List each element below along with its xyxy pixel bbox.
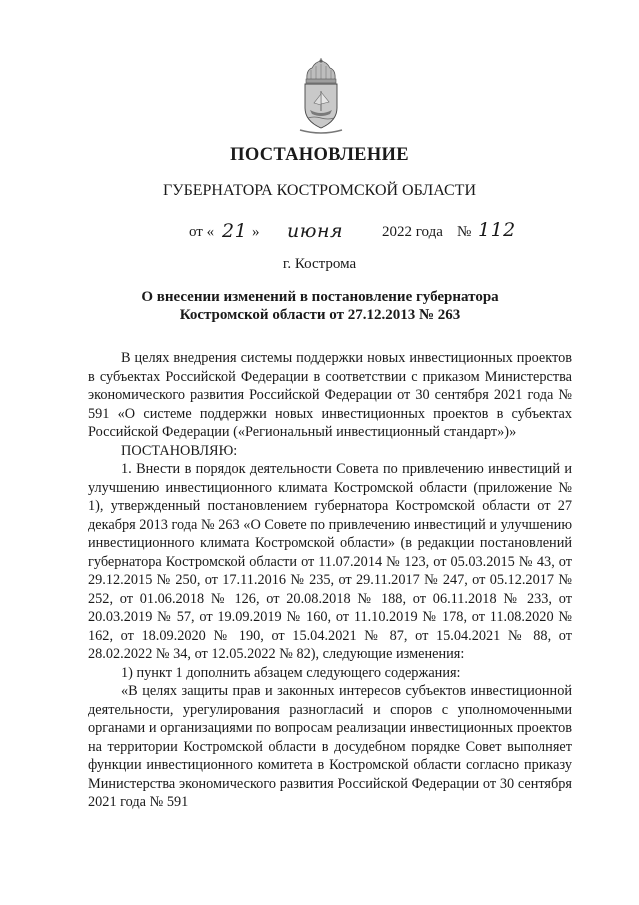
kostroma-coat-of-arms-icon [296, 58, 346, 134]
paragraph-quote: «В целях защиты прав и законных интересов субъектов инвестиционной деятельности, урегулирования разногласий и споров с уполномоченными органами и организациями по вопросам реализации инвестиционных проектов на территории Костромской области в досудебном порядке Совет выполняет функции инвестиционного комитета в Костромской области согласно приказу Министерства экономического развития Российской Федерации от 30 сентября 2021 года № 591 [88, 683, 572, 810]
date-month: июня [287, 220, 344, 242]
number-sign: № [457, 224, 472, 240]
document-title: ПОСТАНОВЛЕНИЕ [230, 145, 409, 165]
document-body [88, 349, 572, 812]
date-day: 21 [222, 220, 248, 242]
heading-line-1: О внесении изменений в постановление губернатора [141, 289, 499, 305]
issuer-name: ГУБЕРНАТОРА КОСТРОМСКОЙ ОБЛАСТИ [162, 182, 476, 199]
paragraph-preamble: В целях внедрения системы поддержки новых инвестиционных проектов в субъектах Российской Федерации в соответствии с приказом Министерства экономического развития Российской Федерации от 30 сентября 2021 года № 591 «О системе поддержки новых инвестиционных проектов в субъектах Российской Федерации («Региональный инвестиционный стандарт»)» [88, 350, 572, 440]
date-year: 2022 года [382, 224, 443, 240]
heading-line-2: Костромской области от 27.12.2013 № 263 [179, 307, 461, 323]
document-number: 112 [478, 219, 516, 241]
date-close-quote: » [252, 224, 260, 240]
city: г. Кострома [282, 256, 357, 272]
paragraph-resolve: ПОСТАНОВЛЯЮ: [121, 442, 238, 459]
date-prefix: от « [189, 224, 215, 240]
date-line [0, 219, 639, 246]
paragraph-subitem-1: 1) пункт 1 дополнить абзацем следующего содержания: [121, 664, 461, 681]
paragraph-item-1: 1. Внести в порядок деятельности Совета по привлечению инвестиций и улучшению инвестиционного климата Костромской области (приложение № 1), утвержденный постановлением губернатора Костромской области от 27 декабря 2013 года № 263 «О Совете по привлечению инвестиций и улучшению инвестиционного климата Костромской области» (в редакции постановлений губернатора Костромской области от 11.07.2014 № 123, от 05.03.2015 № 43, от 29.12.2015 № 250, от 17.11.2016 № 235, от 29.11.2017 № 247, от 05.12.2017 № 252, от 01.06.2018 № 126, от 20.08.2018 № 188, от 06.11.2018 № 233, от 20.03.2019 № 57, от 19.09.2019 № 160, от 11.10.2019 № 178, от 11.08.2020 № 162, от 18.09.2020 № 190, от 15.04.2021 № 87, от 15.04.2021 № 88, от 28.02.2022 № 34, от 12.05.2022 № 82), следующие изменения: [88, 461, 572, 662]
document-heading [100, 288, 540, 324]
